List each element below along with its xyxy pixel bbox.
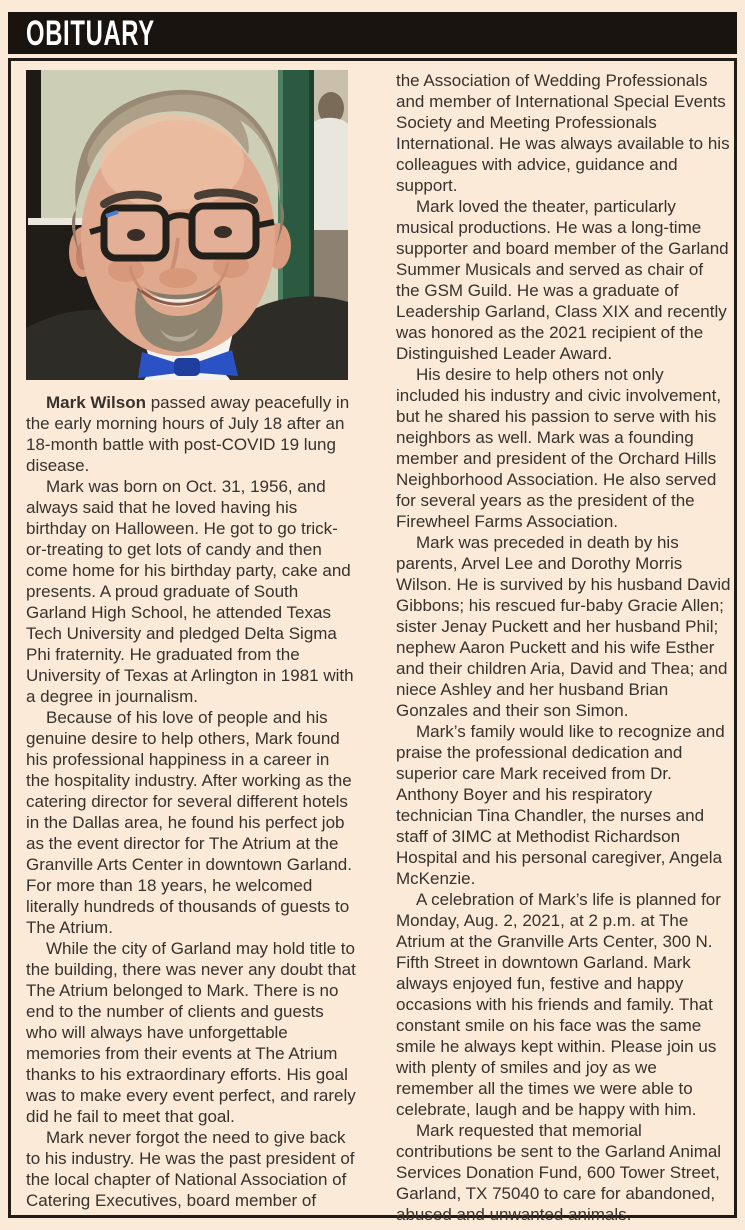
section-title: OBITUARY <box>26 13 155 53</box>
portrait-photo <box>26 70 348 380</box>
obituary-paragraph: Mark’s family would like to recognize and praise the professional dedication and superior care Mark received from Dr. Anthony Boyer and his respiratory technician Tina Chandler, the nurses and staff of 3IMC at Methodist Richardson Hospital and his personal caregiver, Angela McKenzie. <box>396 722 725 888</box>
obituary-section-header <box>8 12 737 54</box>
obituary-paragraph-intro <box>26 392 357 476</box>
deceased-name: Mark Wilson <box>46 393 146 412</box>
portrait-photo-illustration <box>26 70 348 380</box>
obituary-paragraph: While the city of Garland may hold title to the building, there was never any doubt that The Atrium belonged to Mark. There is no end to the number of clients and guests who will always have unforgettable memories from their events at The Atrium thanks to his extraordinary efforts. His goal was to make every event perfect, and rarely did he fail to meet that goal. <box>26 939 356 1126</box>
obituary-paragraph: Mark was preceded in death by his parents, Arvel Lee and Dorothy Morris Wilson. He is survived by his husband David Gibbons; his rescued fur-baby Gracie Allen; sister Jenay Puckett and her husband Phil; nephew Aaron Puckett and his wife Esther and their children Aria, David and Thea; and niece Ashley and her husband Brian Gonzales and their son Simon. <box>396 533 731 720</box>
left-column <box>26 70 357 1211</box>
obituary-paragraph: Mark loved the theater, particularly musical productions. He was a long-time supporter and board member of the Garland Summer Musicals and served as chair of the GSM Guild. He was a graduate of Leadership Garland, Class XIX and recently was honored as the 2021 recipient of the Distinguished Leader Award. <box>396 197 729 363</box>
obituary-paragraph: His desire to help others not only included his industry and civic involvement, but he shared his passion to serve with his neighbors as well. Mark was a founding member and president of the Orchard Hills Neighborhood Association. He also served for several years as the president of the Firewheel Farms Association. <box>396 365 722 531</box>
obituary-paragraph: Mark never forgot the need to give back to his industry. He was the past president of the local chapter of National Association of Catering Executives, board member of <box>26 1128 355 1210</box>
right-column <box>396 70 731 1225</box>
intro-text: passed away peacefully in the early morning hours of July 18 after an 18-month battle with post-COVID 19 lung disease. <box>26 393 350 475</box>
obituary-paragraph-continued: the Association of Wedding Professionals and member of International Special Events Society and Meeting Professionals International. He was always available to his colleagues with advice, guidance and support. <box>396 71 730 195</box>
obituary-article <box>8 58 737 1224</box>
obituary-paragraph: Mark requested that memorial contributions be sent to the Garland Animal Services Donation Fund, 600 Tower Street, Garland, TX 75040 to care for abandoned, abused and unwanted animals. <box>396 1121 722 1224</box>
obituary-paragraph: Mark was born on Oct. 31, 1956, and always said that he loved having his birthday on Halloween. He got to go trick-or-treating to get lots of candy and then come home for his birthday party, cake and presents. A proud graduate of South Garland High School, he attended Texas Tech University and pledged Delta Sigma Phi fraternity. He graduated from the University of Texas at Arlington in 1981 with a degree in journalism. <box>26 477 354 706</box>
obituary-paragraph: Because of his love of people and his genuine desire to help others, Mark found his professional happiness in a career in the hospitality industry. After working as the catering director for several different hotels in the Dallas area, he found his perfect job as the event director for The Atrium at the Granville Arts Center in downtown Garland. For more than 18 years, he welcomed literally hundreds of thousands of guests to The Atrium. <box>26 708 352 937</box>
obituary-paragraph: A celebration of Mark’s life is planned for Monday, Aug. 2, 2021, at 2 p.m. at The Atrium at the Granville Arts Center, 300 N. Fifth Street in downtown Garland. Mark always enjoyed fun, festive and happy occasions with his friends and family. That constant smile on his face was the same smile he always kept within. Please join us with plenty of smiles and joy as we remember all the times we were able to celebrate, laugh and be happy with him. <box>396 890 721 1119</box>
